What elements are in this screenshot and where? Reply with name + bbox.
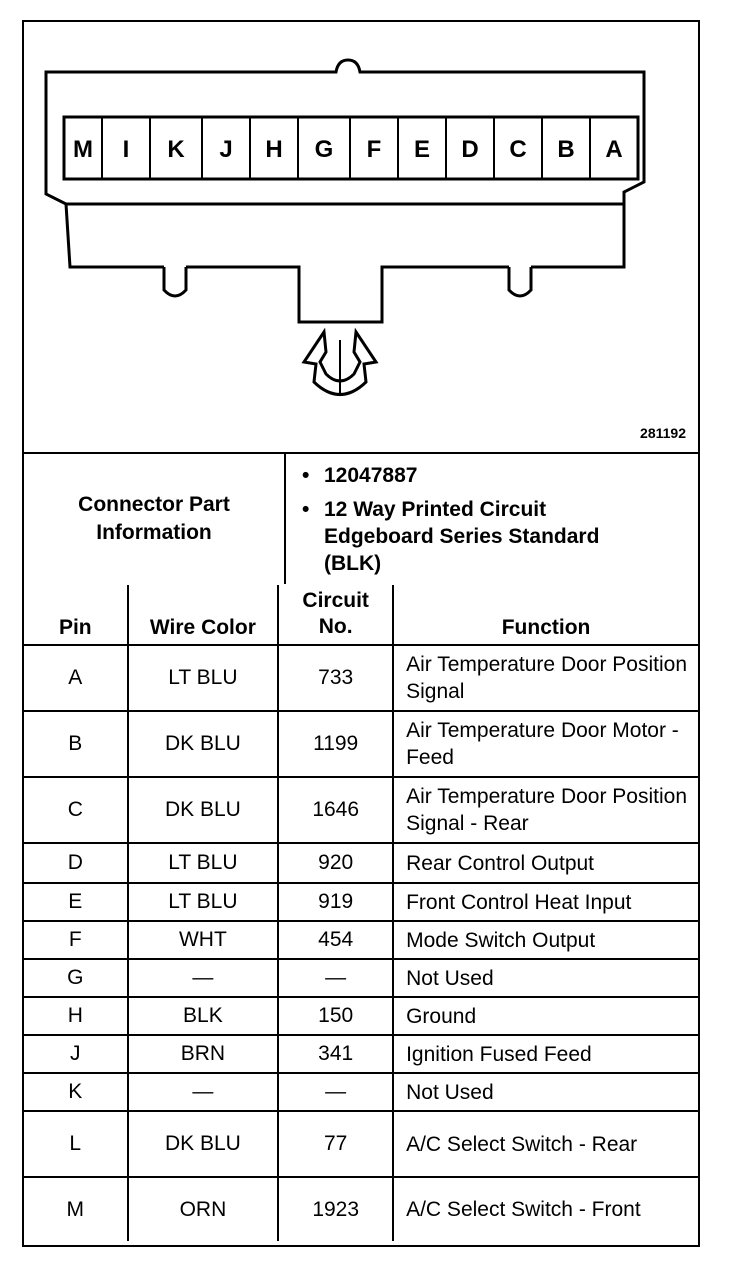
circuit-cell: 1646 <box>278 777 393 843</box>
table-row <box>24 1177 698 1241</box>
table-row <box>24 959 698 997</box>
function-cell: Not Used <box>393 959 698 997</box>
circuit-cell: 341 <box>278 1035 393 1073</box>
table-row <box>24 777 698 843</box>
function-cell: Air Temperature Door Position Signal - Rear <box>393 777 698 843</box>
figure-ref: 281192 <box>640 425 686 441</box>
pin-cell: K <box>24 1073 128 1111</box>
pin-label: F <box>366 136 382 163</box>
function-cell: A/C Select Switch - Front <box>393 1177 698 1241</box>
pin-cell: H <box>24 997 128 1035</box>
part-info-label <box>24 454 286 584</box>
header-wire-color: Wire Color <box>128 585 279 645</box>
table-row <box>24 645 698 711</box>
connector-outline <box>24 22 698 452</box>
pin-cell: C <box>24 777 128 843</box>
pinout-table <box>24 585 698 1241</box>
function-cell: Air Temperature Door Position Signal <box>393 645 698 711</box>
wire-color-cell: BRN <box>128 1035 279 1073</box>
circuit-cell: 1199 <box>278 711 393 777</box>
pin-cell: J <box>24 1035 128 1073</box>
pin-label: G <box>314 136 334 163</box>
part-description-text: 12 Way Printed Circuit Edgeboard Series Standard (BLK) <box>324 498 600 575</box>
pin-cell: M <box>24 1177 128 1241</box>
pin-label: K <box>167 136 185 163</box>
pin-label: I <box>122 136 130 163</box>
function-cell: Ignition Fused Feed <box>393 1035 698 1073</box>
pin-cell: A <box>24 645 128 711</box>
circuit-cell: 150 <box>278 997 393 1035</box>
circuit-cell: 919 <box>278 883 393 921</box>
wire-color-cell: ORN <box>128 1177 279 1241</box>
pin-cell: E <box>24 883 128 921</box>
wire-color-cell: LT BLU <box>128 843 279 883</box>
pin-cell: D <box>24 843 128 883</box>
part-info-items <box>286 454 698 584</box>
wire-color-cell: LT BLU <box>128 645 279 711</box>
wire-color-cell: LT BLU <box>128 883 279 921</box>
wire-color-cell: DK BLU <box>128 711 279 777</box>
circuit-cell: 77 <box>278 1111 393 1177</box>
circuit-cell: 1923 <box>278 1177 393 1241</box>
part-info-label-text: Connector Part Information <box>78 493 230 544</box>
pin-label: D <box>461 136 479 163</box>
function-cell: Front Control Heat Input <box>393 883 698 921</box>
header-circuit-text: Circuit No. <box>302 589 369 638</box>
connector-sheet <box>22 20 700 1247</box>
function-cell: Ground <box>393 997 698 1035</box>
function-cell: Mode Switch Output <box>393 921 698 959</box>
function-cell: Not Used <box>393 1073 698 1111</box>
function-cell: Rear Control Output <box>393 843 698 883</box>
wire-color-cell: — <box>128 959 279 997</box>
pin-cell: F <box>24 921 128 959</box>
circuit-cell: 920 <box>278 843 393 883</box>
wire-color-cell: BLK <box>128 997 279 1035</box>
pin-label: E <box>413 136 431 163</box>
header-function: Function <box>393 585 698 645</box>
function-cell: A/C Select Switch - Rear <box>393 1111 698 1177</box>
wire-color-cell: — <box>128 1073 279 1111</box>
pin-cell: B <box>24 711 128 777</box>
circuit-cell: 733 <box>278 645 393 711</box>
pin-label: A <box>605 136 623 163</box>
circuit-cell: — <box>278 1073 393 1111</box>
pin-label: H <box>265 136 283 163</box>
circuit-cell: 454 <box>278 921 393 959</box>
function-cell: Air Temperature Door Motor - Feed <box>393 711 698 777</box>
connector-diagram <box>24 22 698 452</box>
table-row <box>24 843 698 883</box>
part-number: • 12047887 <box>302 464 418 487</box>
pin-cell: L <box>24 1111 128 1177</box>
table-row <box>24 883 698 921</box>
table-row <box>24 921 698 959</box>
circuit-cell: — <box>278 959 393 997</box>
wire-color-cell: DK BLU <box>128 1111 279 1177</box>
header-circuit <box>278 585 393 645</box>
header-pin: Pin <box>24 585 128 645</box>
part-number-text: 12047887 <box>324 464 418 487</box>
pin-label: C <box>509 136 527 163</box>
part-info <box>24 454 698 584</box>
table-row <box>24 997 698 1035</box>
wire-color-cell: DK BLU <box>128 777 279 843</box>
pin-label: J <box>219 136 233 163</box>
table-row <box>24 711 698 777</box>
pin-label: M <box>73 136 93 163</box>
part-description: • 12 Way Printed Circuit Edgeboard Series Standard (BLK) <box>302 498 600 575</box>
pin-cell: G <box>24 959 128 997</box>
pin-label: B <box>557 136 575 163</box>
table-row <box>24 1073 698 1111</box>
table-row <box>24 1035 698 1073</box>
wire-color-cell: WHT <box>128 921 279 959</box>
table-row <box>24 1111 698 1177</box>
